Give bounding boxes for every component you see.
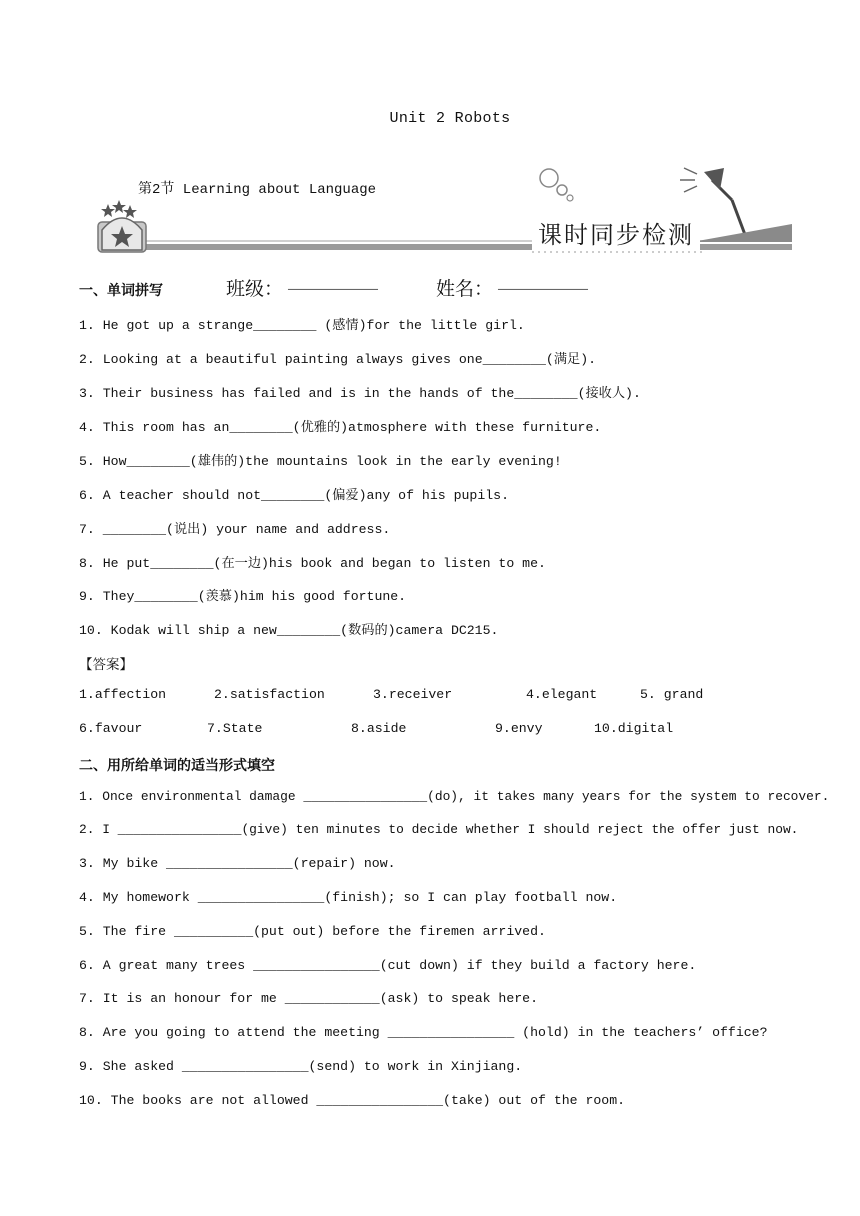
exercise-8: 8. Are you going to attend the meeting ________________ (hold) in the teachers’ office?: [79, 1025, 768, 1040]
question-5: 5. How________(雄伟的)the mountains look in the early evening!: [79, 454, 562, 469]
question-10: 10. Kodak will ship a new________(数码的)camera DC215.: [79, 623, 499, 638]
answer-10: 10.digital: [594, 721, 674, 736]
banner-title: 课时同步检测: [532, 215, 700, 250]
answer-7: 7.State: [207, 721, 263, 736]
answer-9: 9.envy: [495, 721, 543, 736]
answer-8: 8.aside: [351, 721, 407, 736]
class-label: 班级：: [226, 278, 284, 300]
answer-4: 4.elegant: [526, 687, 598, 702]
exercise-4: 4. My homework ________________(finish); so I can play football now.: [79, 890, 618, 905]
question-3: 3. Their business has failed and is in the hands of the________(接收人).: [79, 386, 641, 401]
question-1: 1. He got up a strange________ (感情)for the little girl.: [79, 318, 525, 333]
exercise-10: 10. The books are not allowed ________________(take) out of the room.: [79, 1093, 626, 1108]
answer-5: 5. grand: [640, 687, 704, 702]
name-label: 姓名：: [436, 278, 494, 300]
part1-heading: 一、单词拼写: [79, 283, 163, 299]
name-field[interactable]: __________: [498, 276, 589, 293]
answer-6: 6.favour: [79, 721, 143, 736]
answer-1: 1.affection: [79, 687, 167, 702]
answer-heading: 【答案】: [79, 657, 133, 673]
question-4: 4. This room has an________(优雅的)atmosphere with these furniture.: [79, 420, 602, 435]
exercise-2: 2. I ________________(give) ten minutes to decide whether I should reject the offer just now.: [79, 822, 799, 837]
exercise-5: 5. The fire __________(put out) before the firemen arrived.: [79, 924, 546, 939]
question-6: 6. A teacher should not________(偏爱)any of his pupils.: [79, 488, 509, 503]
question-2: 2. Looking at a beautiful painting always gives one________(满足).: [79, 352, 597, 367]
answer-3: 3.receiver: [373, 687, 453, 702]
part2-heading: 二、用所给单词的适当形式填空: [79, 758, 275, 774]
exercise-7: 7. It is an honour for me ____________(ask) to speak here.: [79, 991, 538, 1006]
page-title: Unit 2 Robots: [389, 110, 511, 127]
section-banner: [92, 160, 792, 256]
answer-2: 2.satisfaction: [214, 687, 325, 702]
exercise-6: 6. A great many trees ________________(cut down) if they build a factory here.: [79, 958, 697, 973]
exercise-9: 9. She asked ________________(send) to work in Xinjiang.: [79, 1059, 523, 1074]
class-field[interactable]: __________: [288, 276, 379, 293]
question-7: 7. ________(说出) your name and address.: [79, 522, 391, 537]
lesson-subtitle: 第2节 Learning about Language: [138, 182, 377, 198]
exercise-3: 3. My bike ________________(repair) now.: [79, 856, 396, 871]
question-9: 9. They________(羡慕)him his good fortune.: [79, 589, 407, 604]
question-8: 8. He put________(在一边)his book and began to listen to me.: [79, 556, 546, 571]
exercise-1: 1. Once environmental damage ________________(do), it takes many years for the system to recover.: [79, 789, 830, 804]
